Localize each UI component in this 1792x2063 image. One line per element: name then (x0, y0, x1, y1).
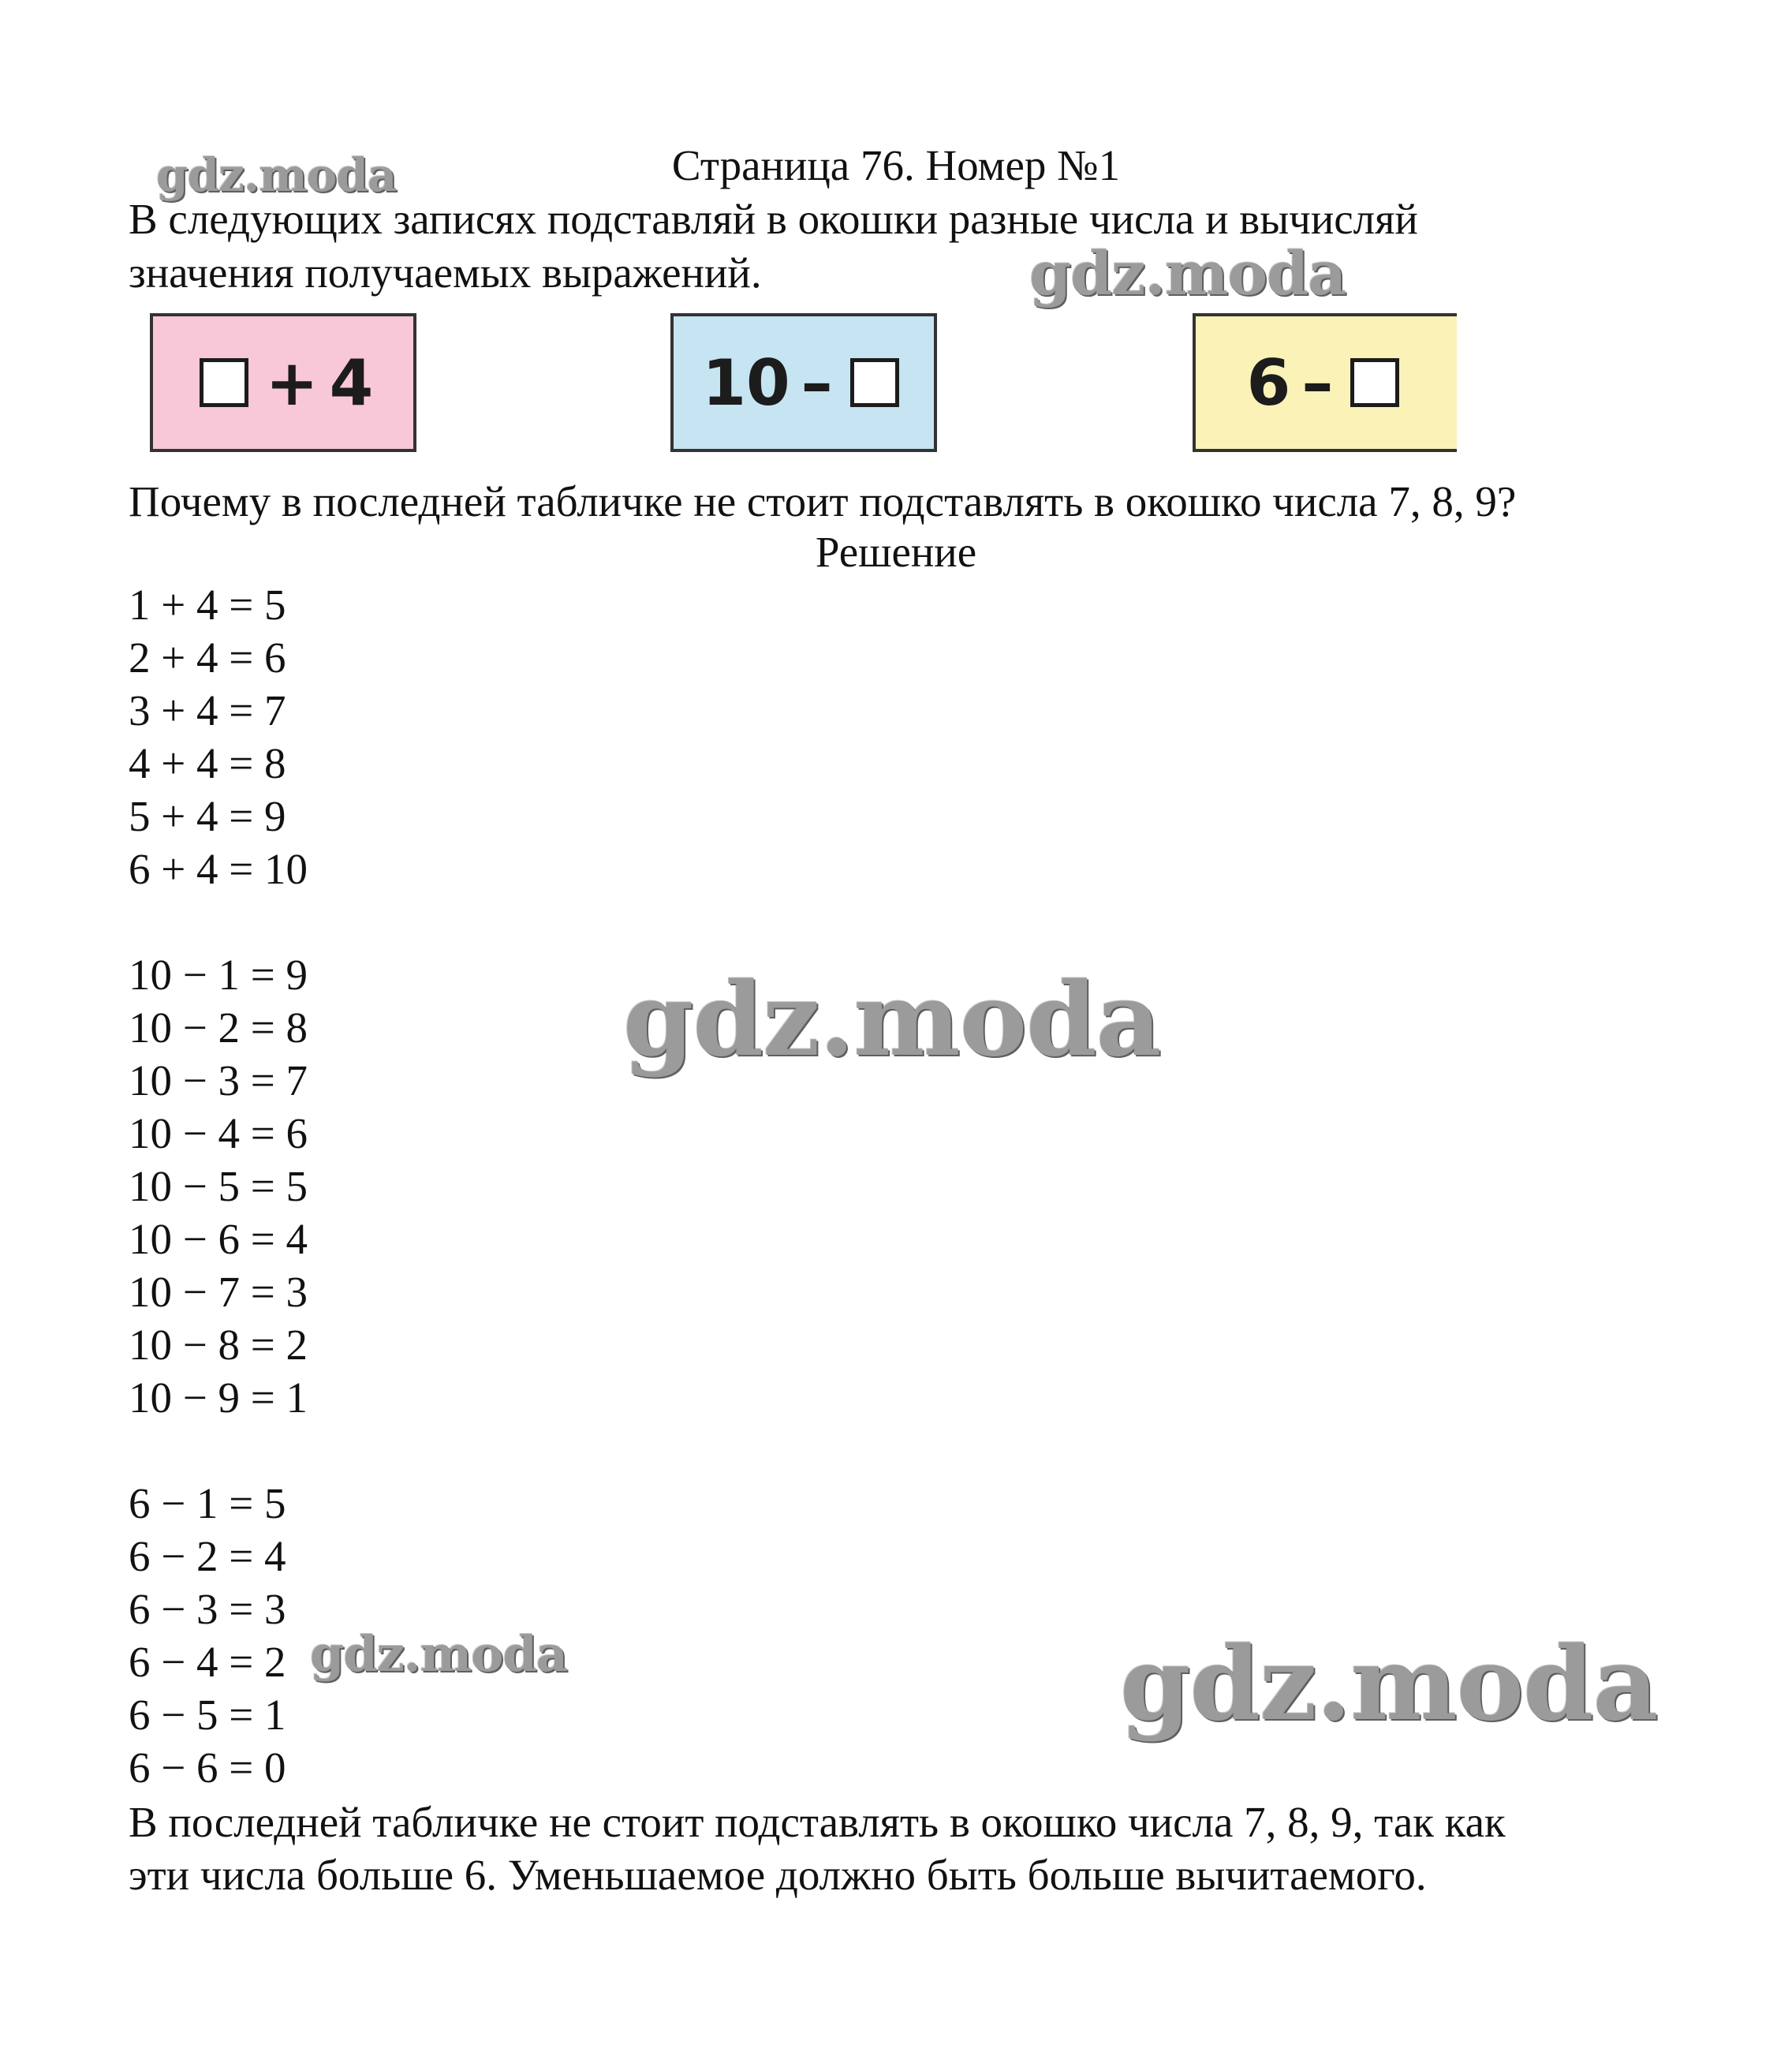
card-operator: – (801, 346, 833, 420)
equation-line: 1 + 4 = 5 (129, 581, 286, 629)
equation-line: 3 + 4 = 7 (129, 686, 286, 734)
equation-line: 10 − 6 = 4 (129, 1215, 308, 1263)
card-number: 6 (1246, 346, 1291, 420)
expression-card-10-minus (670, 313, 937, 452)
equation-line: 10 − 3 = 7 (129, 1056, 308, 1104)
equation-line: 10 − 2 = 8 (129, 1003, 308, 1052)
page-title: Страница 76. Номер №1 (671, 141, 1121, 189)
answer-line-2: эти числа больше 6. Уменьшаемое должно быть больше вычитаемого. (129, 1851, 1427, 1899)
task-text-line-1: В следующих записях подставляй в окошки разные числа и вычисляй (129, 195, 1418, 243)
equation-line: 6 − 3 = 3 (129, 1585, 286, 1633)
equation-line: 10 − 4 = 6 (129, 1109, 308, 1157)
task-text-line-2: значения получаемых выражений. (129, 249, 762, 297)
empty-box-icon (850, 358, 899, 407)
watermark-logo: gdz.moda (1120, 1625, 1658, 1743)
equation-line: 6 − 1 = 5 (129, 1479, 286, 1527)
expression-card-6-minus (1193, 313, 1457, 452)
expression-card-plus-4 (150, 313, 416, 452)
watermark-logo: gdz.moda (310, 1625, 567, 1683)
equation-line: 6 − 5 = 1 (129, 1691, 286, 1739)
equation-line: 2 + 4 = 6 (129, 633, 286, 682)
equation-line: 10 − 1 = 9 (129, 951, 308, 999)
equation-line: 10 − 8 = 2 (129, 1321, 308, 1369)
watermark-logo: gdz.moda (156, 148, 397, 202)
equation-line: 6 − 2 = 4 (129, 1532, 286, 1580)
equation-line: 5 + 4 = 9 (129, 792, 286, 840)
card-operator: – (1301, 346, 1334, 420)
card-number: 4 (329, 346, 374, 420)
equation-line: 10 − 7 = 3 (129, 1268, 308, 1316)
watermark-logo: gdz.moda (1029, 238, 1346, 308)
answer-line-1: В последней табличке не стоит подставлять в окошко числа 7, 8, 9, так как (129, 1798, 1506, 1846)
equation-line: 4 + 4 = 8 (129, 739, 286, 787)
watermark-logo: gdz.moda (623, 961, 1161, 1079)
equation-line: 10 − 5 = 5 (129, 1162, 308, 1210)
equation-line: 6 + 4 = 10 (129, 845, 308, 893)
empty-box-icon (200, 358, 248, 407)
equation-line: 10 − 9 = 1 (129, 1373, 308, 1422)
equation-line: 6 − 4 = 2 (129, 1638, 286, 1686)
card-number: 10 (702, 346, 790, 420)
card-operator: + (265, 346, 319, 420)
empty-box-icon (1350, 358, 1399, 407)
solution-heading: Решение (815, 528, 977, 576)
equation-line: 6 − 6 = 0 (129, 1743, 286, 1792)
task-question: Почему в последней табличке не стоит подставлять в окошко числа 7, 8, 9? (129, 477, 1517, 525)
